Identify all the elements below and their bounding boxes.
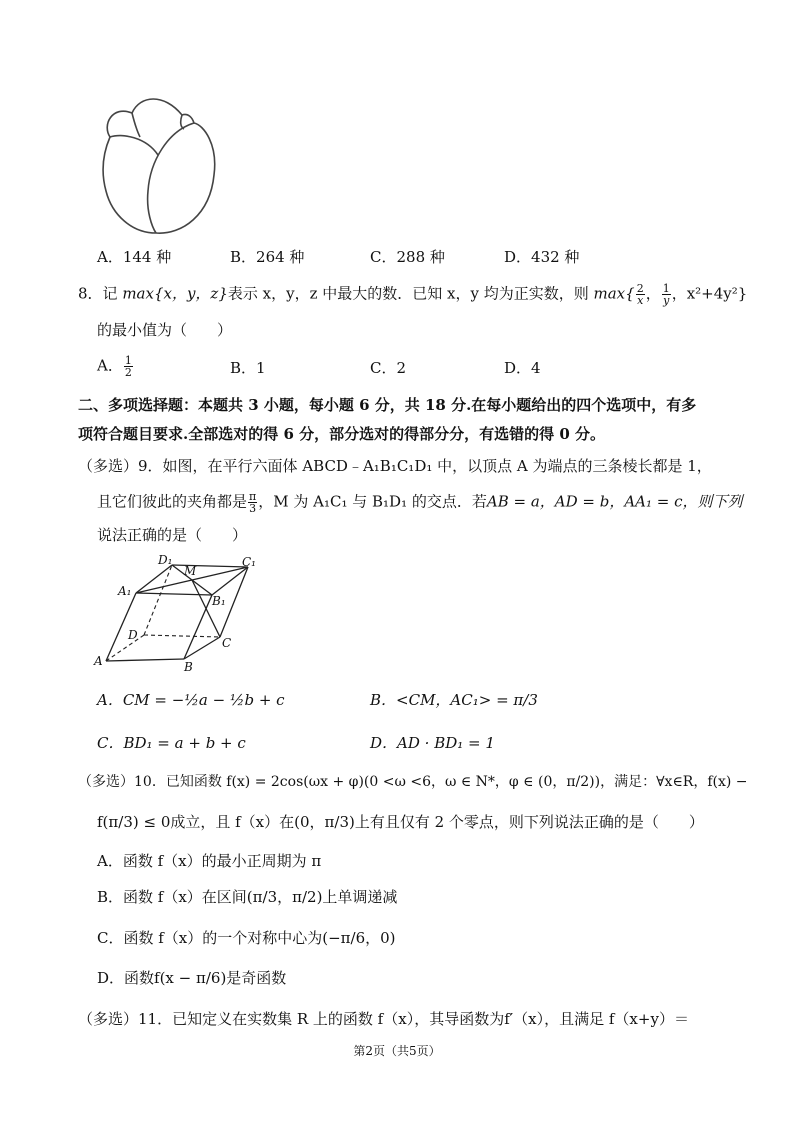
q8-max-expr: max{x，y，z}	[122, 284, 228, 303]
q10-stem-line2: f(π/3) ≤ 0成立，且 f（x）在(0，π/3)上有且仅有 2 个零点，则下列说法正确的是（ ）	[97, 813, 704, 831]
q7-option-d: D．432 种	[504, 248, 580, 266]
q7-option-c: C．288 种	[370, 248, 445, 266]
q8-stem-line1: 8．记 max{x，y，z}表示 x，y，z 中最大的数．已知 x，y 均为正实数，则 max{ $\frac{2}{x}$ ， $\frac{1}{y}$ ，x²+4y²}	[78, 282, 748, 307]
q10-option-d: D．函数f(x − π/6)是奇函数	[97, 969, 287, 987]
q8-option-b: B．1	[230, 359, 266, 377]
tulip-figure	[92, 95, 232, 235]
q11-stem-line1: （多选）11．已知定义在实数集 R 上的函数 f（x），其导函数为f′（x），且满足 f（x+y）＝	[78, 1010, 689, 1028]
q9-option-c: C．BD₁ = a + b + c	[97, 734, 246, 752]
q10-stem-line1: （多选）10．已知函数 f(x) = 2cos(ωx + φ)(0 <ω <6，ω ∈ N*，φ ∈ (0，π/2))，满足：∀x∈R，f(x) −	[78, 774, 748, 790]
q7-option-b: B．264 种	[230, 248, 305, 266]
q9-option-a: A．CM = −½a − ½b + c	[97, 691, 285, 709]
parallelepiped-figure	[92, 555, 262, 673]
q8-text: 记	[102, 284, 123, 303]
q8-text-cont: 表示 x，y，z 中最大的数．已知 x，y 均为正实数，则	[227, 284, 594, 303]
label-A: A	[94, 654, 103, 668]
q8-option-c: C．2	[370, 359, 407, 377]
label-B1: B₁	[212, 594, 226, 608]
page-footer: 第2页（共5页）	[353, 1044, 441, 1058]
q10-option-c: C．函数 f（x）的一个对称中心为(−π/6，0)	[97, 929, 396, 947]
label-D1: D₁	[158, 555, 173, 567]
q8-option-a: A． $\frac{1}{2}$	[97, 354, 132, 379]
section2-heading-line1: 二、多项选择题：本题共 3 小题，每小题 6 分，共 18 分.在每小题给出的四个选项中，有多	[78, 396, 697, 414]
q8-max-open: max{	[593, 284, 635, 303]
q8-frac-2-over-x: $\frac{2}{x}$	[636, 282, 644, 307]
q10-option-b: B．函数 f（x）在区间(π/3，π/2)上单调递减	[97, 888, 398, 906]
q9-stem-line2: 且它们彼此的夹角都是 $\frac{\pi}{3}$ ，M 为 A₁C₁ 与 B₁D₁ 的交点．若AB = a，AD = b，AA₁ = c，则下列	[97, 490, 743, 515]
q9-option-d: D．AD · BD₁ = 1	[370, 734, 495, 752]
label-C1: C₁	[242, 555, 256, 569]
section2-heading-line2: 项符合题目要求.全部选对的得 6 分，部分选对的得部分分，有选错的得 0 分。	[78, 425, 605, 443]
q8-max-close: ，x²+4y²}	[671, 284, 748, 303]
q8-stem-line2: 的最小值为（ ）	[97, 321, 233, 339]
q10-option-a: A．函数 f（x）的最小正周期为 π	[97, 852, 322, 870]
q9-stem-line3: 说法正确的是（ ）	[97, 526, 248, 544]
q8-option-d: D．4	[504, 359, 541, 377]
q7-option-a: A．144 种	[97, 248, 172, 266]
q8-number: 8．	[78, 284, 103, 303]
q9-pi-over-3: $\frac{\pi}{3}$	[249, 490, 257, 515]
label-D: D	[128, 628, 138, 642]
q9-stem-line1: （多选）9．如图，在平行六面体 ABCD﹣A₁B₁C₁D₁ 中，以顶点 A 为端点的三条棱长都是 1，	[78, 457, 712, 475]
q8-frac-1-over-y: $\frac{1}{y}$	[662, 282, 670, 307]
q9-option-b: B．<CM，AC₁> = π/3	[370, 691, 538, 709]
label-B: B	[184, 660, 193, 673]
label-C: C	[222, 636, 232, 650]
label-A1: A₁	[118, 584, 132, 598]
label-M: M	[184, 564, 197, 578]
